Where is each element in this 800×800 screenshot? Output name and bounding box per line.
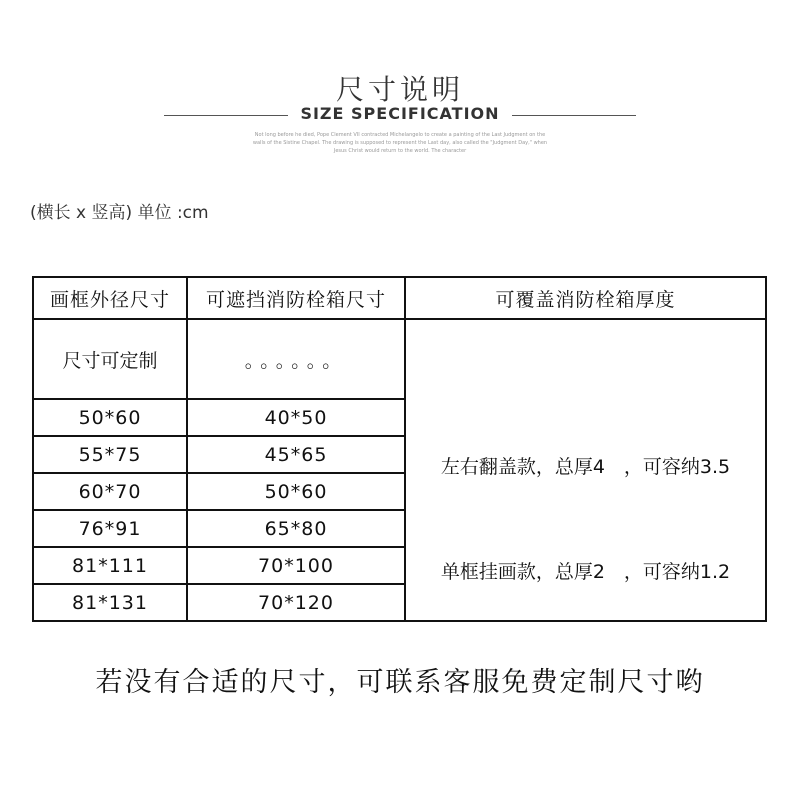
header-cover-size: 可遮挡消防栓箱尺寸 — [187, 277, 405, 319]
cell-thickness-notes — [405, 319, 766, 621]
footer-note: 若没有合适的尺寸，可联系客服免费定制尺寸哟 — [95, 667, 705, 698]
cell-cover-size: 70*100 — [187, 547, 405, 584]
size-table — [32, 276, 767, 622]
cell-cover-size: 40*50 — [187, 399, 405, 436]
cell-outer-size: 60*70 — [33, 473, 187, 510]
cell-outer-size: 76*91 — [33, 510, 187, 547]
cell-cover-size: 45*65 — [187, 436, 405, 473]
cell-cover-size: 70*120 — [187, 584, 405, 621]
decorative-caption: Not long before he died, Pope Clement VII contracted Michelangelo to create a painting of the Last Judgment on the walls of the Sistine Chapel. The drawing is supposed to represent the Last day, also called the "Judgment Day," when Jesus Christ would return to the world. The character — [252, 132, 548, 154]
cell-outer-size: 81*111 — [33, 547, 187, 584]
subtitle-row — [160, 104, 640, 128]
cell-outer-size: 55*75 — [33, 436, 187, 473]
cell-cover-size: 65*80 — [187, 510, 405, 547]
cell-cover-size: 50*60 — [187, 473, 405, 510]
cell-outer-size: 81*131 — [33, 584, 187, 621]
page-subtitle: SIZE SPECIFICATION — [300, 104, 500, 123]
unit-note: (横长 x 竖高) 单位 :cm — [30, 203, 209, 223]
table-header-row — [33, 277, 766, 319]
thickness-note-flip: 左右翻盖款，总厚4 ，可容纳3.5 — [440, 456, 731, 478]
cell-outer-size: 尺寸可定制 — [33, 319, 187, 399]
cell-cover-size: 。。。。。。 — [187, 319, 405, 399]
table-row — [33, 319, 766, 399]
header-thickness: 可覆盖消防栓箱厚度 — [405, 277, 766, 319]
page-title: 尺寸说明 — [335, 73, 464, 106]
cell-outer-size: 50*60 — [33, 399, 187, 436]
thickness-note-frame: 单框挂画款，总厚2 ，可容纳1.2 — [440, 561, 731, 583]
header-outer-size: 画框外径尺寸 — [33, 277, 187, 319]
divider-line-right — [512, 115, 636, 116]
